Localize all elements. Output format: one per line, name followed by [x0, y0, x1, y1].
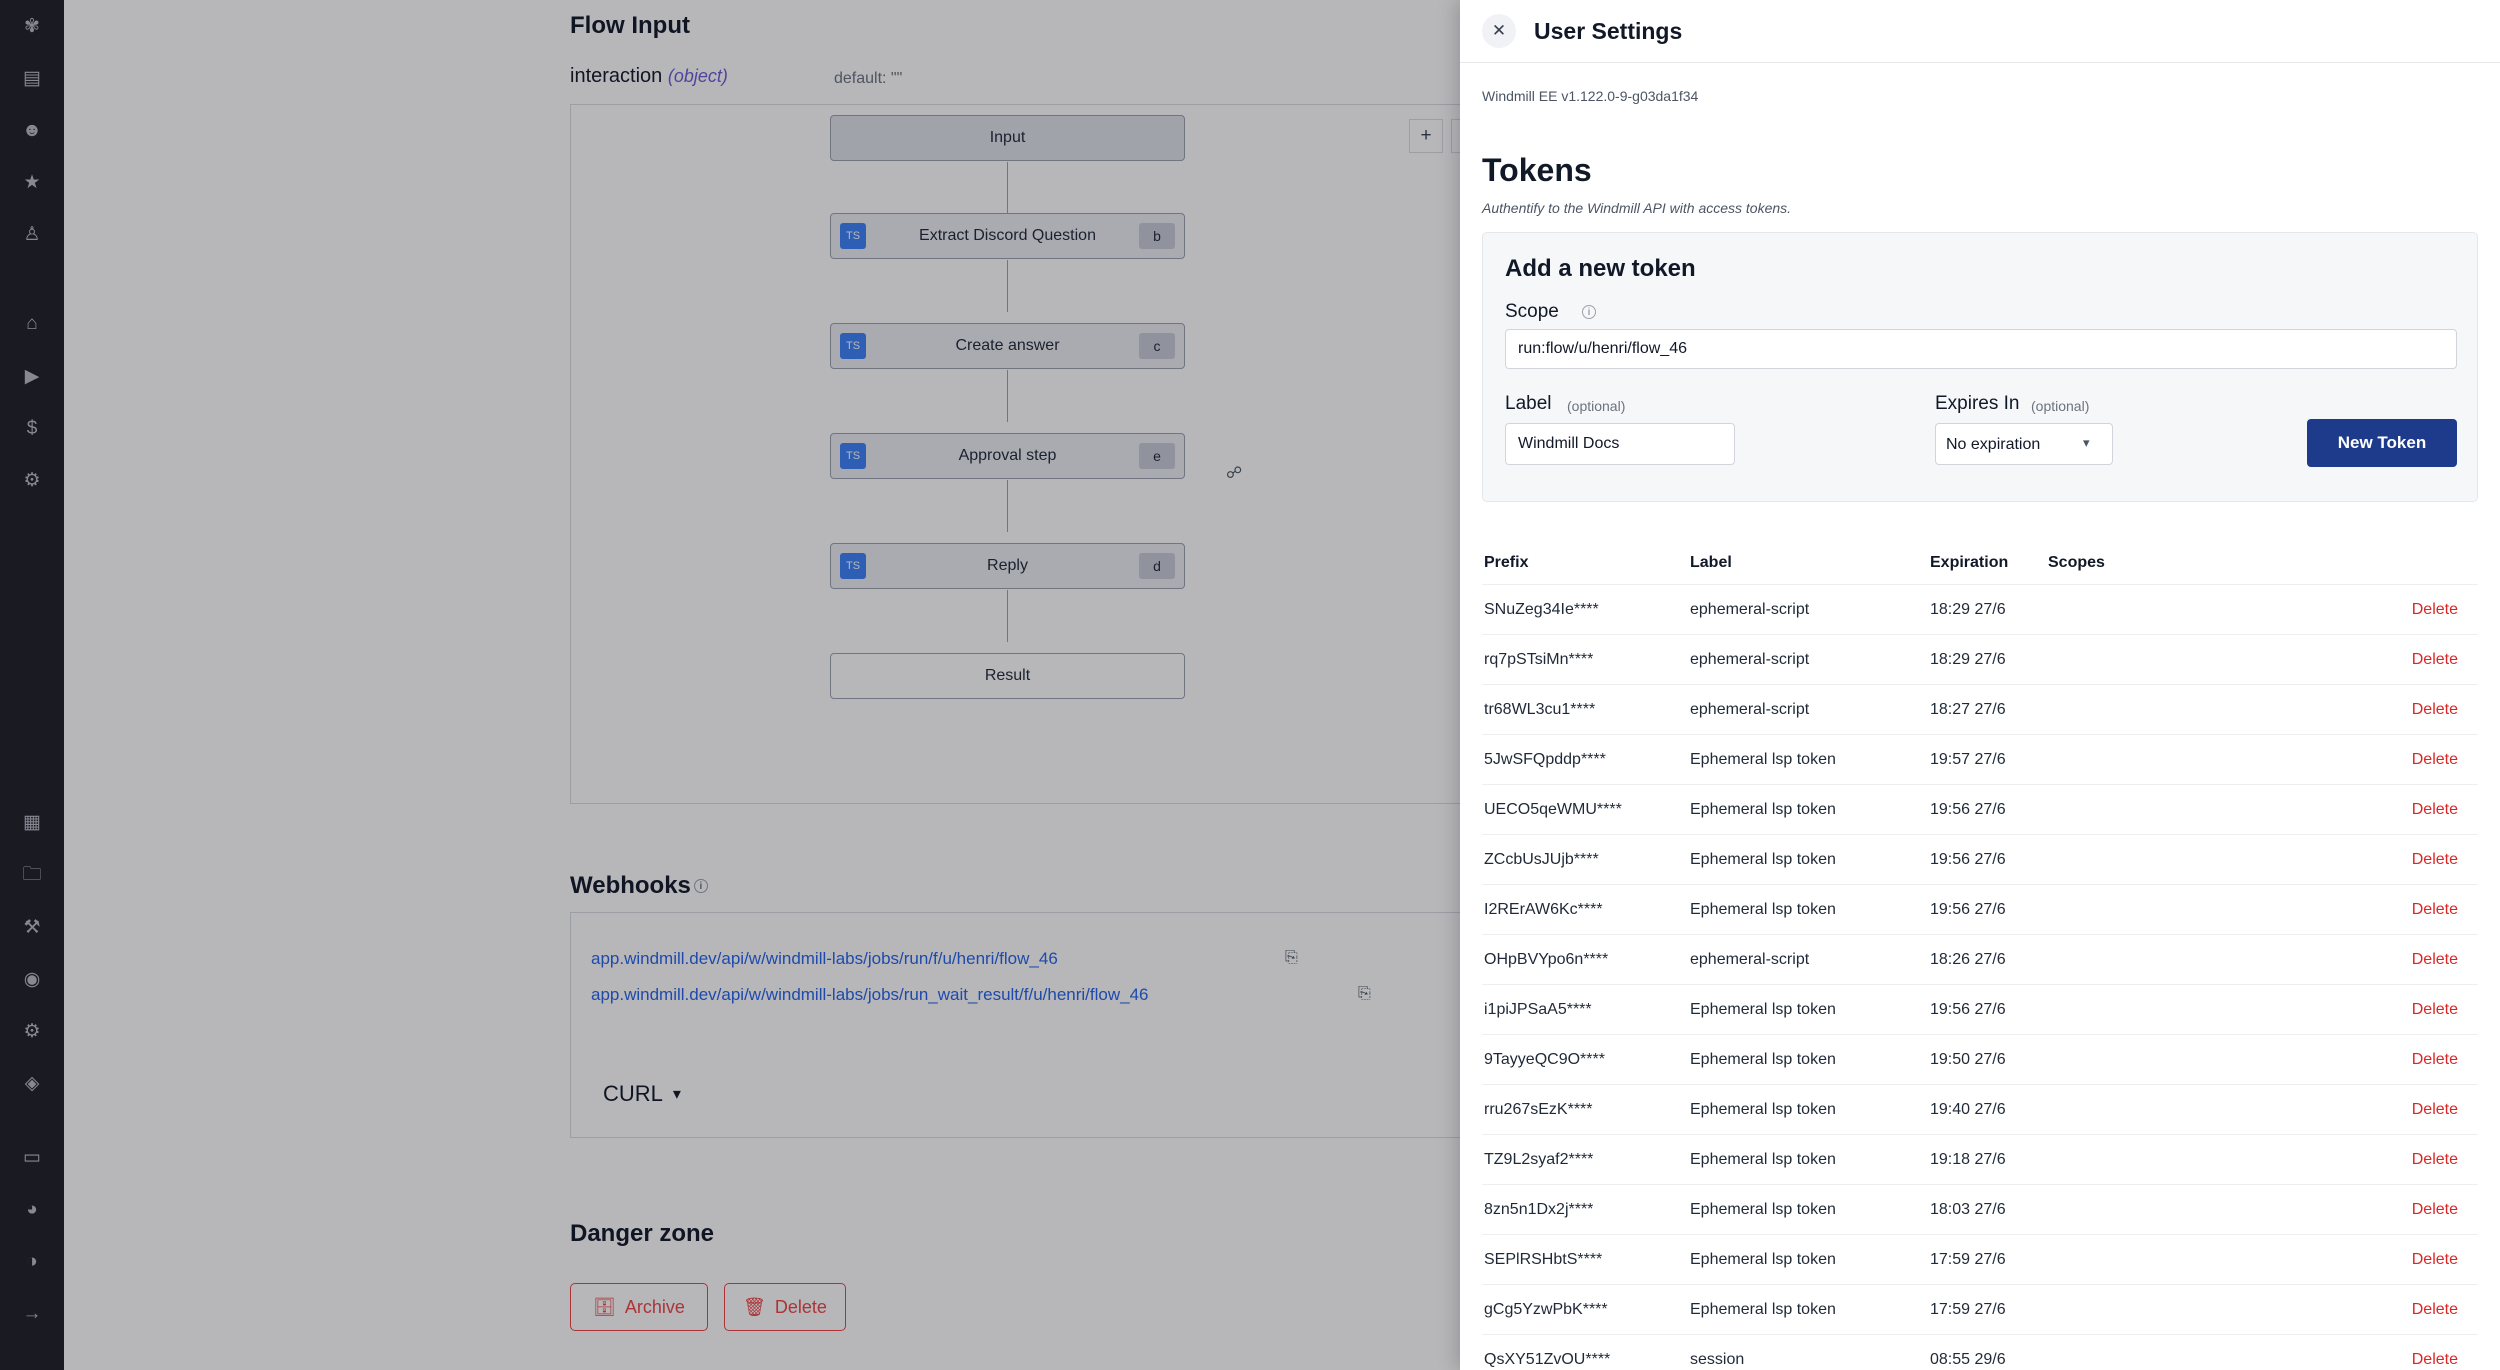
token-expiration: 19:57 27/6 [1930, 750, 2006, 768]
token-expiration: 18:29 27/6 [1930, 650, 2006, 668]
table-row [1482, 1234, 2478, 1284]
tokens-heading: Tokens [1482, 152, 1592, 188]
table-row [1482, 1034, 2478, 1084]
user-settings-drawer [1460, 0, 2500, 1370]
expand-sidebar-icon[interactable]: → [22, 1303, 42, 1325]
token-expiration: 19:40 27/6 [1930, 1100, 2006, 1118]
delete-token-link[interactable]: Delete [2411, 850, 2458, 868]
column-header-prefix: Prefix [1484, 554, 1529, 571]
token-prefix: rru267sEzK**** [1484, 1100, 1593, 1118]
flow-node-label: Extract Discord Question [919, 227, 1096, 244]
token-prefix: SEPlRSHbtS**** [1484, 1250, 1603, 1268]
token-prefix: TZ9L2syaf2**** [1484, 1150, 1594, 1168]
token-label: ephemeral-script [1690, 650, 1810, 668]
token-label: ephemeral-script [1690, 700, 1810, 718]
column-header-label: Label [1690, 554, 1732, 571]
new-token-button[interactable]: New Token [2307, 419, 2457, 467]
docs-icon[interactable]: ▭ [23, 1146, 41, 1168]
token-expiration: 18:27 27/6 [1930, 700, 2006, 718]
curl-label: CURL [603, 1081, 663, 1106]
flow-input-field-type: (object) [667, 66, 728, 86]
delete-token-link[interactable]: Delete [2411, 1300, 2458, 1318]
chevron-down-icon: ▾ [672, 1086, 681, 1103]
token-prefix: OHpBVYpo6n**** [1484, 950, 1609, 968]
token-label: Ephemeral lsp token [1690, 900, 1836, 918]
delete-token-link[interactable]: Delete [2411, 1250, 2458, 1268]
flow-input-default: default: "" [834, 70, 903, 87]
tokens-subtitle: Authentify to the Windmill API with access tokens. [1482, 200, 1792, 216]
table-row [1482, 1184, 2478, 1234]
expires-in-optional: (optional) [2031, 398, 2090, 414]
delete-token-link[interactable]: Delete [2411, 950, 2458, 968]
folders-icon[interactable]: 🗀 [22, 864, 42, 886]
archive-button-label: Archive [624, 1296, 685, 1317]
expires-in-select[interactable] [1935, 423, 2113, 465]
delete-token-link[interactable]: Delete [2411, 1050, 2458, 1068]
flow-node-id-badge: d [1139, 553, 1175, 579]
delete-token-link[interactable]: Delete [2411, 1350, 2458, 1368]
delete-token-link[interactable]: Delete [2411, 650, 2458, 668]
token-expiration: 19:56 27/6 [1930, 800, 2006, 818]
token-expiration: 08:55 29/6 [1930, 1350, 2006, 1368]
token-prefix: gCg5YzwPbK**** [1484, 1300, 1608, 1318]
delete-button-label: Delete [774, 1296, 827, 1317]
table-row [1482, 834, 2478, 884]
delete-token-link[interactable]: Delete [2411, 800, 2458, 818]
add-token-title: Add a new token [1505, 255, 1696, 282]
token-prefix: ZCcbUsJUjb**** [1484, 850, 1599, 868]
drawer-divider [1460, 62, 2500, 63]
table-row [1482, 784, 2478, 834]
delete-token-link[interactable]: Delete [2411, 600, 2458, 618]
drawer-header [1460, 0, 2500, 62]
typescript-icon: TS [840, 443, 866, 469]
token-prefix: tr68WL3cu1**** [1484, 700, 1596, 718]
typescript-icon: TS [840, 553, 866, 579]
audit-logs-icon[interactable]: ◉ [23, 968, 41, 990]
trash-icon: 🗑 [743, 1296, 766, 1317]
expires-in-label: Expires In [1935, 393, 2020, 414]
delete-token-link[interactable]: Delete [2411, 750, 2458, 768]
flow-node-label: Result [984, 667, 1031, 684]
token-label-label: Label [1505, 393, 1552, 414]
zoom-in-button[interactable]: + [1409, 119, 1443, 153]
table-row [1482, 634, 2478, 684]
token-expiration: 17:59 27/6 [1930, 1300, 2006, 1318]
token-expiration: 18:26 27/6 [1930, 950, 2006, 968]
token-label: Ephemeral lsp token [1690, 1250, 1836, 1268]
scope-input[interactable] [1505, 329, 2457, 369]
token-prefix: QsXY51ZvOU**** [1484, 1350, 1611, 1368]
info-icon[interactable]: i [694, 879, 708, 893]
token-label: Ephemeral lsp token [1690, 1050, 1836, 1068]
token-label: Ephemeral lsp token [1690, 800, 1836, 818]
typescript-icon: TS [840, 333, 866, 359]
webhooks-title-text: Webhooks [570, 872, 691, 899]
groups-icon[interactable]: ♙ [23, 224, 41, 246]
table-row [1482, 984, 2478, 1034]
token-expiration: 19:56 27/6 [1930, 1000, 2006, 1018]
add-token-card [1482, 232, 2478, 502]
token-label: Ephemeral lsp token [1690, 850, 1836, 868]
token-prefix: rq7pSTsiMn**** [1484, 650, 1594, 668]
table-row [1482, 884, 2478, 934]
delete-token-link[interactable]: Delete [2411, 1200, 2458, 1218]
home-icon[interactable]: ⌂ [26, 313, 38, 335]
drawer-title: User Settings [1534, 17, 1683, 44]
token-expiration: 19:18 27/6 [1930, 1150, 2006, 1168]
flow-node-label: Input [989, 129, 1026, 146]
token-prefix: 5JwSFQpddp**** [1484, 750, 1606, 768]
flow-node-label: Reply [987, 557, 1028, 574]
flow-node-id-badge: c [1139, 333, 1175, 359]
column-header-scopes: Scopes [2048, 554, 2105, 571]
info-icon[interactable]: i [1582, 305, 1596, 319]
token-label: Ephemeral lsp token [1690, 1000, 1836, 1018]
token-expiration: 19:56 27/6 [1930, 900, 2006, 918]
delete-token-link[interactable]: Delete [2411, 700, 2458, 718]
flow-node-label: Approval step [958, 447, 1057, 464]
token-prefix: i1piJPSaA5**** [1484, 1000, 1592, 1018]
token-label-input[interactable] [1505, 423, 1735, 465]
token-prefix: UECO5qeWMU**** [1484, 800, 1622, 818]
token-prefix: SNuZeg34Ie**** [1484, 600, 1599, 618]
copy-icon[interactable]: ⎘ [1358, 985, 1371, 1002]
billing-icon[interactable]: $ [26, 417, 38, 439]
table-row [1482, 1334, 2478, 1370]
user-icon[interactable]: ☻ [22, 120, 42, 141]
approval-hand-icon: ☍ [1226, 465, 1243, 482]
close-icon[interactable]: ✕ [1482, 14, 1516, 48]
token-prefix: 9TayyeQC9O**** [1484, 1050, 1605, 1068]
token-label: ephemeral-script [1690, 950, 1810, 968]
runs-icon[interactable]: ▶ [24, 365, 40, 387]
version-label: Windmill EE v1.122.0-9-g03da1f34 [1482, 88, 1699, 104]
token-expiration: 19:50 27/6 [1930, 1050, 2006, 1068]
token-expiration: 18:03 27/6 [1930, 1200, 2006, 1218]
token-prefix: I2RErAW6Kc**** [1484, 900, 1603, 918]
flow-node-id-badge: e [1139, 443, 1175, 469]
webhook-link-run[interactable]: app.windmill.dev/api/w/windmill-labs/jobs/run/f/u/henri/flow_46 [591, 949, 1058, 968]
column-header-expiration: Expiration [1930, 554, 2009, 571]
token-label: ephemeral-script [1690, 600, 1810, 618]
tokens-table [1482, 542, 2478, 1370]
danger-zone-title: Danger zone [570, 1220, 715, 1247]
flow-input-title: Flow Input [570, 12, 690, 39]
table-row [1482, 1134, 2478, 1184]
table-header-row [1482, 542, 2478, 584]
flow-node-label: Create answer [955, 337, 1060, 354]
apps-icon[interactable]: ▤ [23, 67, 41, 89]
typescript-icon: TS [840, 223, 866, 249]
token-label: Ephemeral lsp token [1690, 1300, 1836, 1318]
token-label: session [1690, 1350, 1745, 1368]
discord-icon[interactable]: ◕ [26, 1198, 38, 1220]
delete-token-link[interactable]: Delete [2411, 1000, 2458, 1018]
table-row [1482, 584, 2478, 634]
token-expiration: 17:59 27/6 [1930, 1250, 2006, 1268]
windmill-logo-icon[interactable]: ✾ [24, 15, 40, 37]
table-body [1482, 584, 2478, 1370]
schedules-icon[interactable]: ▦ [23, 812, 41, 834]
archive-icon: 🗄 [593, 1296, 616, 1317]
flow-input-field-name: interaction [570, 65, 663, 87]
token-label: Ephemeral lsp token [1690, 750, 1836, 768]
table-row [1482, 734, 2478, 784]
token-expiration: 19:56 27/6 [1930, 850, 2006, 868]
copy-icon[interactable]: ⎘ [1285, 949, 1298, 966]
token-prefix: 8zn5n1Dx2j**** [1484, 1200, 1594, 1218]
token-label: Ephemeral lsp token [1690, 1200, 1836, 1218]
star-icon[interactable]: ★ [23, 172, 41, 194]
token-label-optional: (optional) [1567, 398, 1626, 414]
token-expiration: 18:29 27/6 [1930, 600, 2006, 618]
table-row [1482, 934, 2478, 984]
delete-token-link[interactable]: Delete [2411, 900, 2458, 918]
settings-icon[interactable]: ⚙ [23, 1021, 41, 1043]
delete-token-link[interactable]: Delete [2411, 1100, 2458, 1118]
flow-node-id-badge: b [1139, 223, 1175, 249]
token-label: Ephemeral lsp token [1690, 1150, 1836, 1168]
resources-icon[interactable]: ◈ [24, 1073, 40, 1095]
table-row [1482, 1284, 2478, 1334]
variables-icon[interactable]: ⚙ [23, 469, 41, 491]
token-label: Ephemeral lsp token [1690, 1100, 1836, 1118]
webhook-link-run-wait-result[interactable]: app.windmill.dev/api/w/windmill-labs/jobs/run_wait_result/f/u/henri/flow_46 [591, 985, 1149, 1004]
workers-icon[interactable]: ⚒ [23, 916, 41, 938]
chevron-down-icon: ▾ [2083, 435, 2090, 450]
delete-token-link[interactable]: Delete [2411, 1150, 2458, 1168]
scope-label: Scope [1505, 301, 1559, 322]
table-row [1482, 684, 2478, 734]
github-icon[interactable]: ◑ [26, 1251, 38, 1273]
table-row [1482, 1084, 2478, 1134]
